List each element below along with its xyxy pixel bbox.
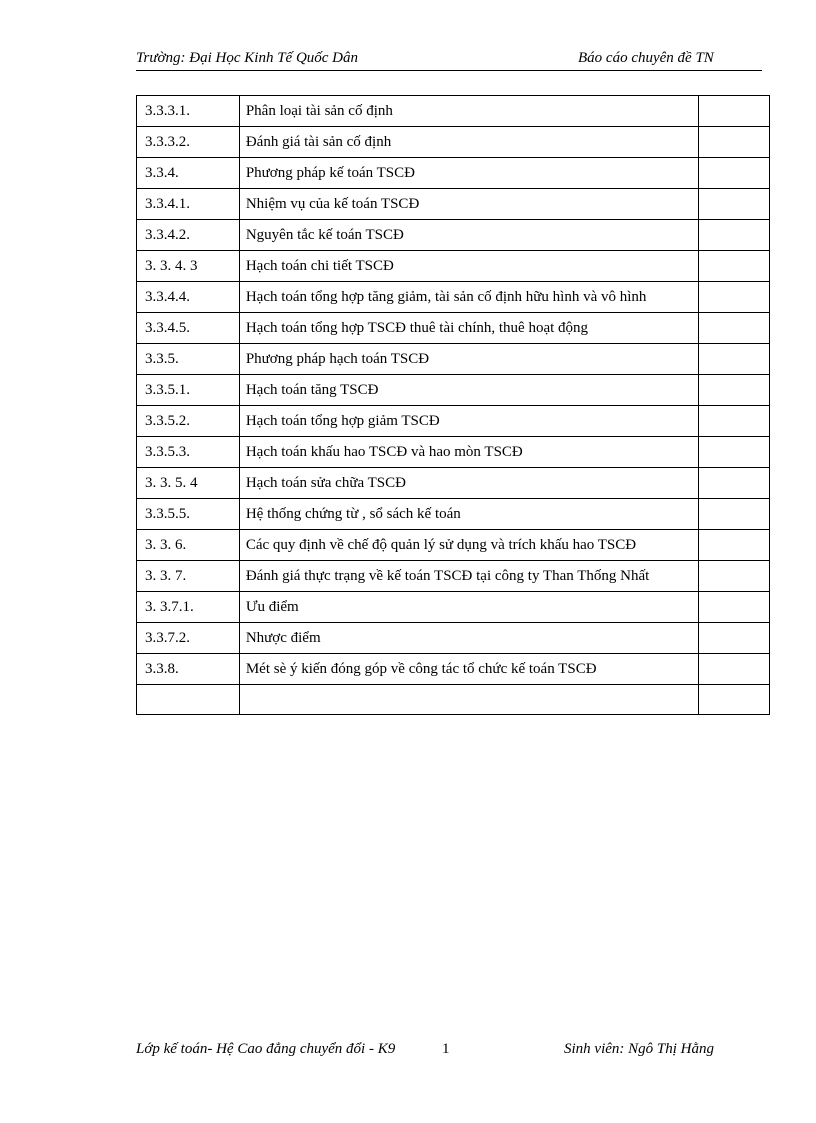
page-header — [136, 48, 762, 71]
toc-row — [137, 127, 770, 158]
toc-row — [137, 158, 770, 189]
toc-number: 3.3.5. — [137, 344, 240, 375]
toc-title: Phương pháp hạch toán TSCĐ — [239, 344, 698, 375]
toc-title: Nhược điểm — [239, 623, 698, 654]
toc-number: 3. 3. 4. 3 — [137, 251, 240, 282]
toc-row — [137, 623, 770, 654]
toc-row — [137, 499, 770, 530]
toc-page — [699, 96, 770, 127]
toc-page — [699, 251, 770, 282]
toc-page — [699, 437, 770, 468]
header-report-title: Báo cáo chuyên đề TN — [578, 50, 714, 66]
toc-title: Mét sè ý kiến đóng góp về công tác tổ chức kế toán TSCĐ — [239, 654, 698, 685]
toc-title: Nguyên tắc kế toán TSCĐ — [239, 220, 698, 251]
toc-row — [137, 344, 770, 375]
toc-title — [239, 685, 698, 715]
toc-number: 3. 3.7.1. — [137, 592, 240, 623]
toc-row — [137, 468, 770, 499]
toc-title: Nhiệm vụ của kế toán TSCĐ — [239, 189, 698, 220]
toc-number: 3.3.5.1. — [137, 375, 240, 406]
toc-title: Ưu điểm — [239, 592, 698, 623]
toc-title: Các quy định về chế độ quản lý sử dụng và trích khấu hao TSCĐ — [239, 530, 698, 561]
toc-title: Hệ thống chứng từ , sổ sách kế toán — [239, 499, 698, 530]
toc-row — [137, 220, 770, 251]
toc-page — [699, 127, 770, 158]
toc-number: 3. 3. 6. — [137, 530, 240, 561]
toc-number — [137, 685, 240, 715]
toc-page — [699, 313, 770, 344]
toc-number: 3.3.4.4. — [137, 282, 240, 313]
toc-table — [136, 95, 770, 715]
toc-number: 3. 3. 7. — [137, 561, 240, 592]
toc-page — [699, 592, 770, 623]
toc-page — [699, 561, 770, 592]
footer-page-number: 1 — [442, 1041, 450, 1057]
toc-number: 3.3.5.5. — [137, 499, 240, 530]
toc-row — [137, 96, 770, 127]
toc-page — [699, 530, 770, 561]
toc-title: Phương pháp kế toán TSCĐ — [239, 158, 698, 189]
toc-number: 3.3.5.2. — [137, 406, 240, 437]
toc-page — [699, 685, 770, 715]
toc-title: Hạch toán sửa chữa TSCĐ — [239, 468, 698, 499]
toc-title: Hạch toán tổng hợp giảm TSCĐ — [239, 406, 698, 437]
toc-title: Đánh giá thực trạng về kế toán TSCĐ tại công ty Than Thống Nhất — [239, 561, 698, 592]
toc-number: 3.3.4. — [137, 158, 240, 189]
toc-title: Hạch toán tổng hợp tăng giảm, tài sản cố định hữu hình và vô hình — [239, 282, 698, 313]
toc-number: 3.3.8. — [137, 654, 240, 685]
toc-page — [699, 468, 770, 499]
toc-page — [699, 220, 770, 251]
toc-number: 3.3.3.1. — [137, 96, 240, 127]
toc-title: Đánh giá tài sản cố định — [239, 127, 698, 158]
toc-row — [137, 251, 770, 282]
toc-body — [137, 96, 770, 715]
toc-page — [699, 654, 770, 685]
toc-row — [137, 282, 770, 313]
toc-number: 3.3.4.5. — [137, 313, 240, 344]
toc-page — [699, 282, 770, 313]
toc-title: Phân loại tài sản cố định — [239, 96, 698, 127]
toc-page — [699, 623, 770, 654]
toc-number: 3.3.5.3. — [137, 437, 240, 468]
toc-number: 3. 3. 5. 4 — [137, 468, 240, 499]
toc-number: 3.3.3.2. — [137, 127, 240, 158]
toc-number: 3.3.4.1. — [137, 189, 240, 220]
toc-title: Hạch toán khấu hao TSCĐ và hao mòn TSCĐ — [239, 437, 698, 468]
toc-page — [699, 158, 770, 189]
toc-page — [699, 499, 770, 530]
header-school: Trường: Đại Học Kinh Tế Quốc Dân — [136, 50, 359, 66]
toc-row — [137, 375, 770, 406]
footer-class-info: Lớp kế toán- Hệ Cao đẳng chuyển đổi - K9 — [136, 1041, 396, 1057]
toc-row — [137, 189, 770, 220]
toc-page — [699, 406, 770, 437]
toc-row — [137, 561, 770, 592]
toc-row — [137, 406, 770, 437]
toc-row — [137, 592, 770, 623]
toc-row — [137, 530, 770, 561]
footer-student: Sinh viên: Ngô Thị Hằng — [564, 1041, 714, 1057]
toc-title: Hạch toán chi tiết TSCĐ — [239, 251, 698, 282]
toc-title: Hạch toán tổng hợp TSCĐ thuê tài chính, thuê hoạt động — [239, 313, 698, 344]
toc-page — [699, 189, 770, 220]
toc-page — [699, 344, 770, 375]
toc-number: 3.3.4.2. — [137, 220, 240, 251]
toc-row — [137, 654, 770, 685]
toc-title: Hạch toán tăng TSCĐ — [239, 375, 698, 406]
toc-row — [137, 685, 770, 715]
toc-row — [137, 313, 770, 344]
toc-row — [137, 437, 770, 468]
toc-page — [699, 375, 770, 406]
toc-number: 3.3.7.2. — [137, 623, 240, 654]
